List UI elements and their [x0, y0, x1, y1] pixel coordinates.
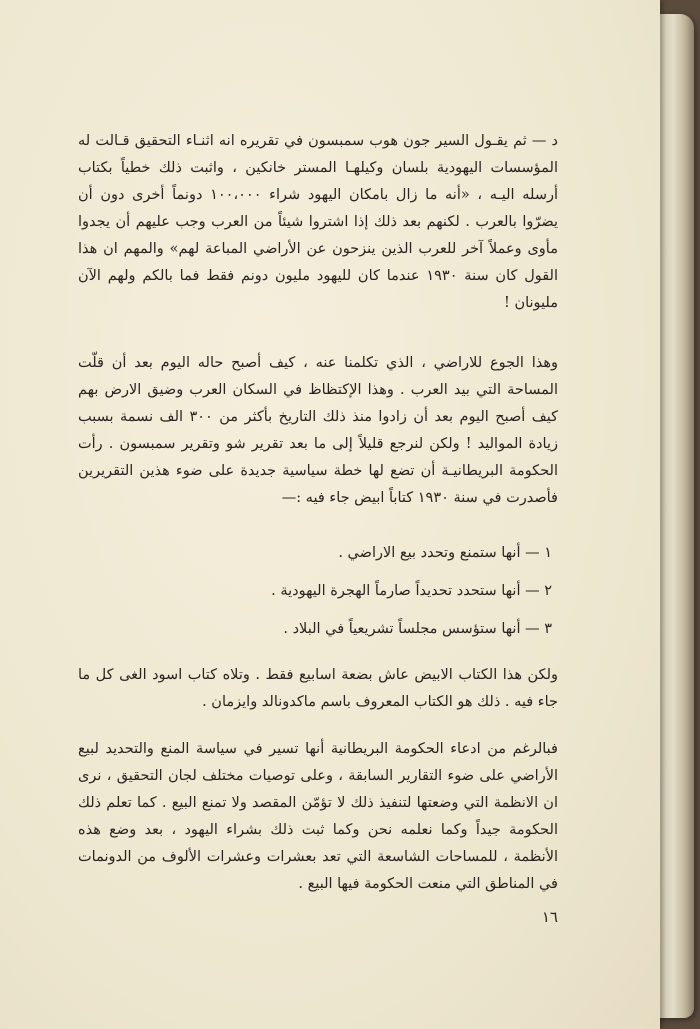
paragraph-simpson-report [78, 128, 558, 317]
paragraph-text: وهذا الجوع للاراضي ، الذي تكلمنا عنه ، كيف أصبح حاله اليوم بعد أن قلّت المساحة التي بيد العرب . وهذا الإكتظاظ في السكان العرب وضيق الارض بهم كيف أصبح اليوم بعد أن زادوا منذ ذلك التاريخ بأكثر من ٣٠٠ الف نسمة بسبب زيادة المواليد ! ولكن لنرجع قليلاً إلى ما بعد تقرير شو وتقرير سمبسون . رأت الحكومة البريطانيـة أن تضع لها خطة سياسية جديدة على ضوء هذين التقريرين فأصدرت في سنة ١٩٣٠ كتاباً ابيض جاء فيه :— [78, 355, 559, 506]
list-item: ٣ — أنها ستؤسس مجلساً تشريعياً في البلاد . [283, 621, 552, 637]
white-paper-list [78, 540, 558, 654]
paragraph-land-hunger [78, 350, 558, 512]
paragraph-text: ولكن هذا الكتاب الابيض عاش بضعة اسابيع فقط . وتلاه كتاب اسود الغى كل ما جاء فيه . ذلك هو الكتاب المعروف باسم ماكدونالد وايزمان . [78, 667, 558, 710]
paragraph-black-paper [78, 662, 558, 716]
paragraph-text: فبالرغم من ادعاء الحكومة البريطانية أنها تسير في سياسة المنع والتحديد لبيع الأراضي على ضوء التقارير السابقة ، وعلى توصيات مختلف لجان التحقيق ، نرى ان الانظمة التي وضعتها لتنفيذ ذلك لا تؤمّن المقصد ولا تمنع البيع . كما تعلم ذلك الحكومة جيداً وكما نعلمه نحن وكما ثبت ذلك بشراء اليهود ، بعد وضع هذه الأنظمة ، للمساحات الشاسعة التي تعد بعشرات وعشرات الألوف من الدونمات في المناطق التي منعت الحكومة فيها البيع . [78, 741, 558, 892]
page-number: ١٦ [541, 908, 558, 926]
paragraph-text: د — ثم يقـول السير جون هوب سمبسون في تقريره انه اثنـاء التحقيق قـالت له المؤسسات اليهودية بلسان وكيلهـا المستر خانكين ، واثبت ذلك خطياً بكتاب أرسله اليـه ، «أنه ما زال بامكان اليهود شراء ١٠٠،٠٠٠ دونماً أخرى دون أن يضرّوا بالعرب . لكنهم بعد ذلك إذا اشتروا شيئاً من العرب وجب عليهم أن يجدوا مأوى وعملاً آخر للعرب الذين ينزحون عن الأراضي المباعة لهم» والمهم ان هذا القول كان سنة ١٩٣٠ عندما كان لليهود مليون دونم فقط فما بالكم ولهم الآن مليونان ! [78, 133, 559, 311]
paragraph-government-claims [78, 736, 558, 898]
list-item: ١ — أنها ستمنع وتحدد بيع الاراضي . [338, 545, 552, 561]
list-item: ٢ — أنها ستحدد تحديداً صارماً الهجرة اليهودية . [271, 583, 552, 599]
